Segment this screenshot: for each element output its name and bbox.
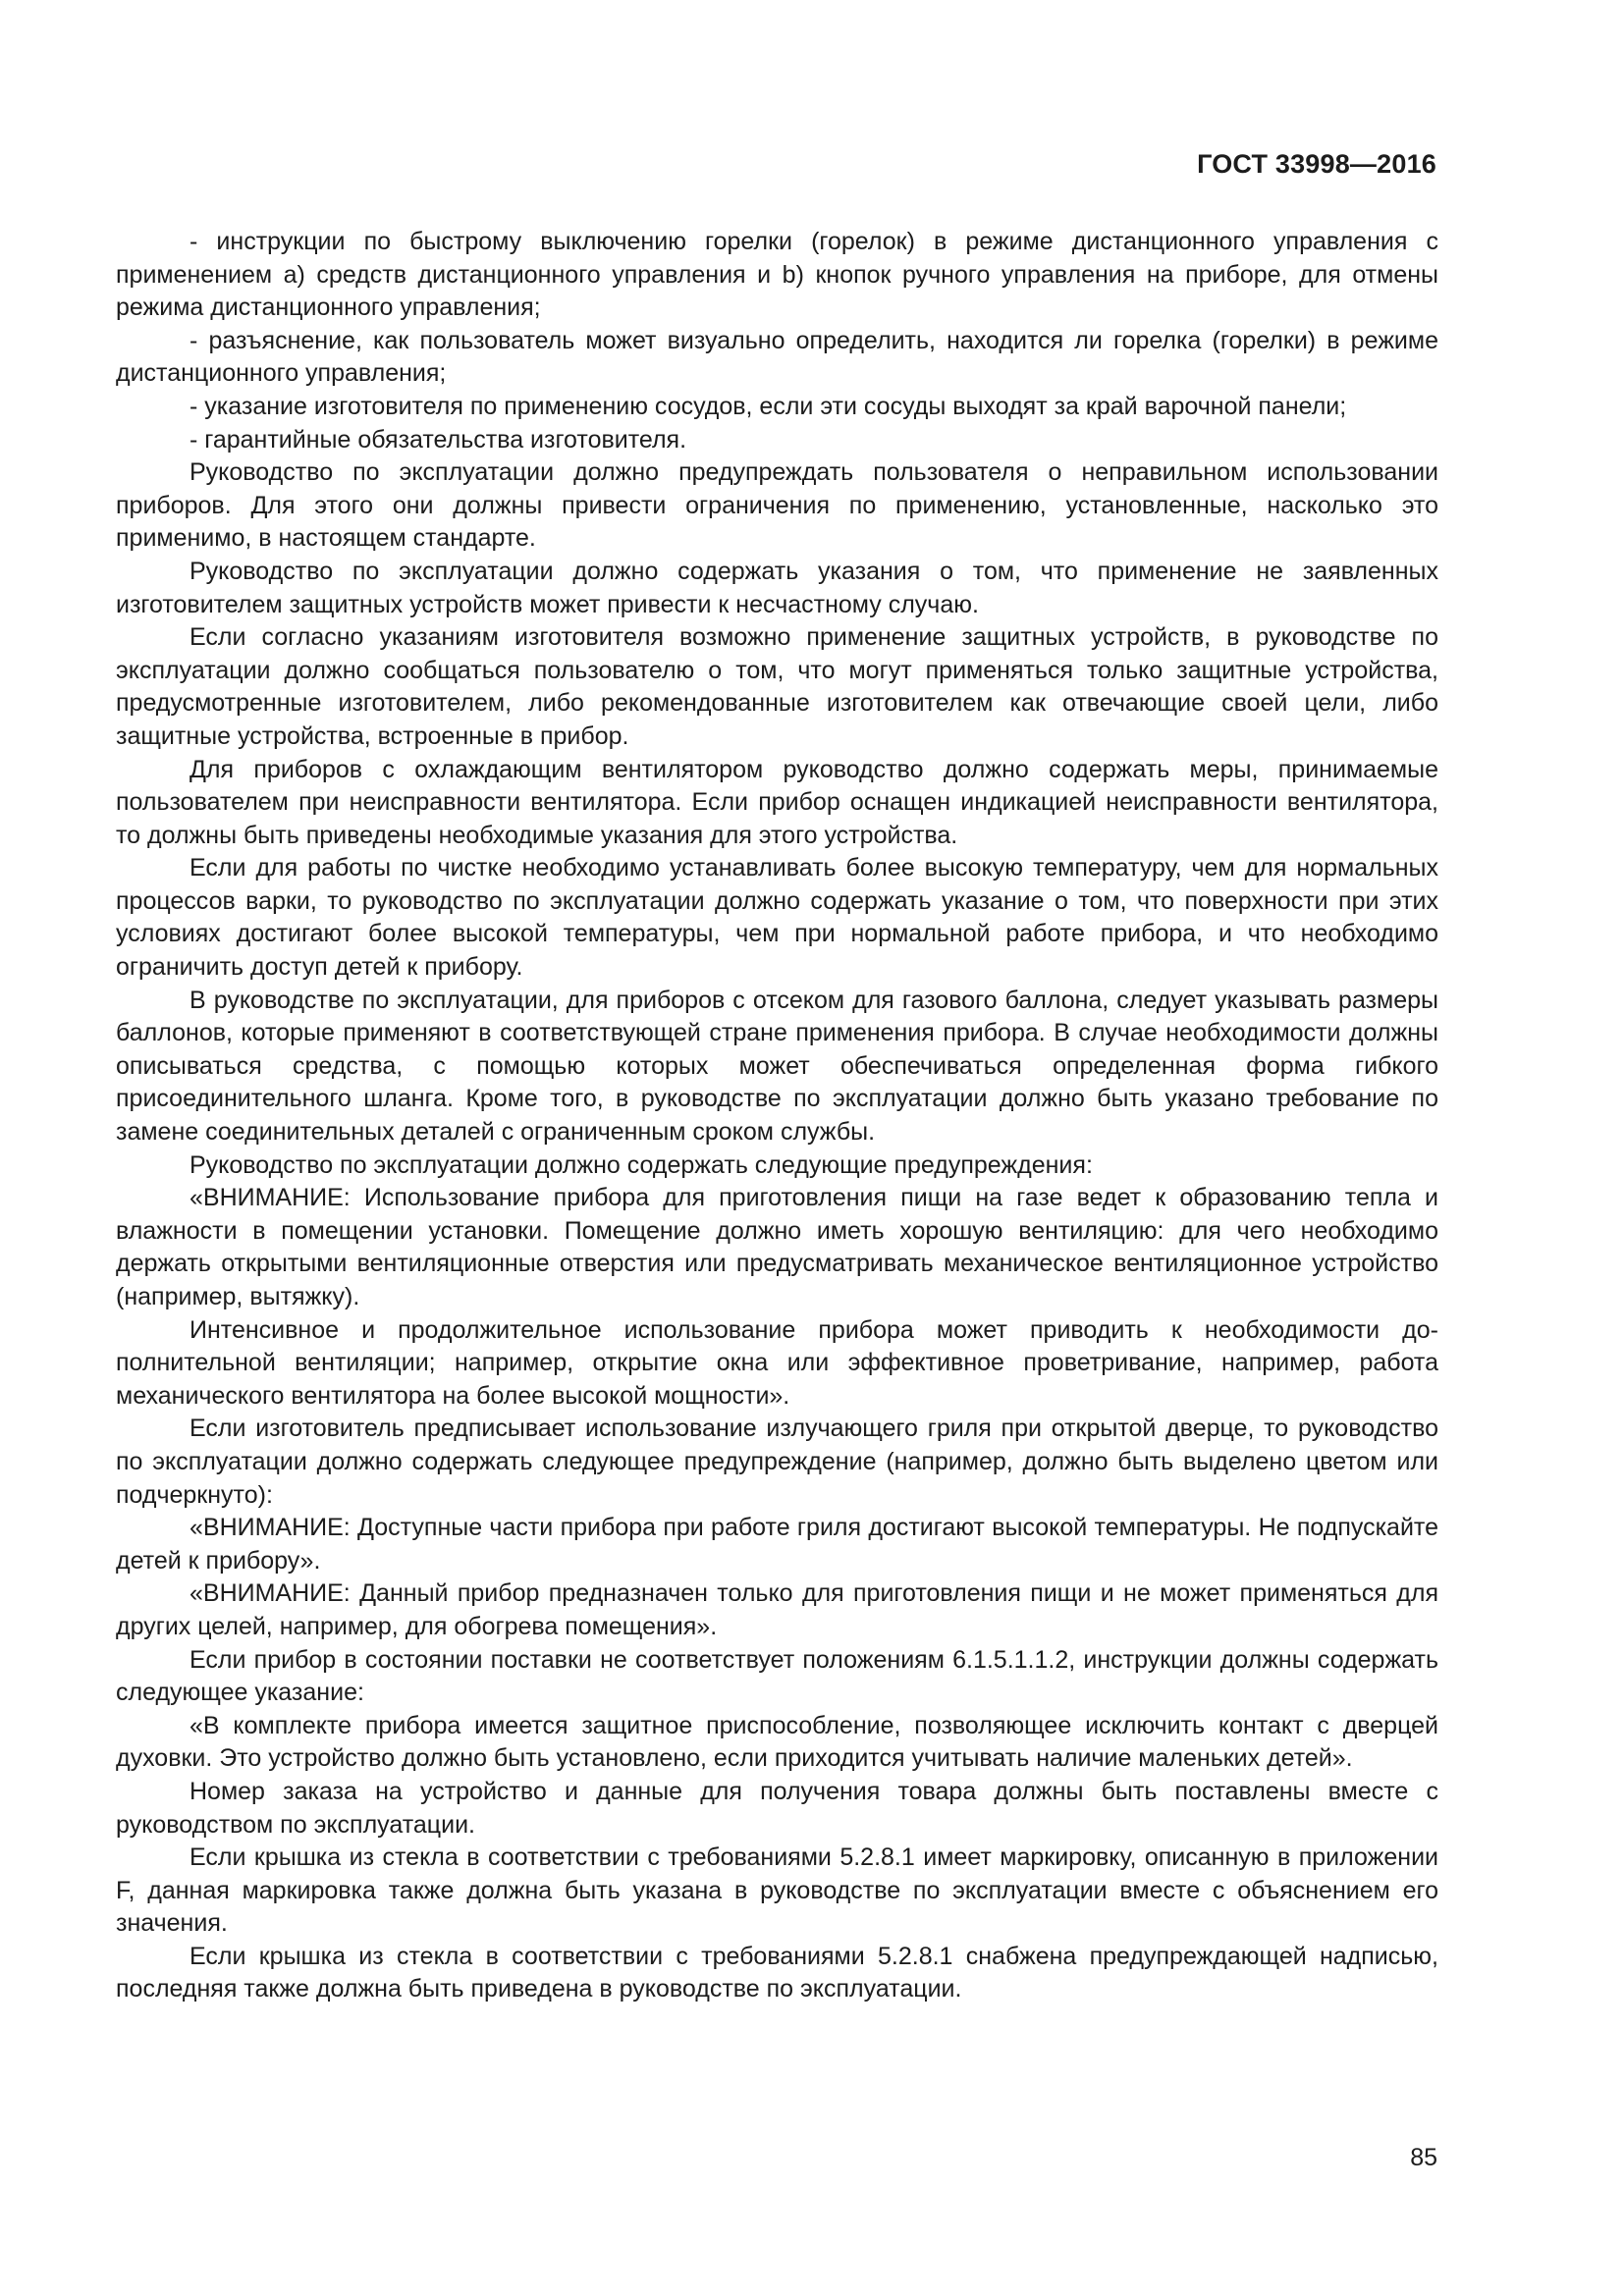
paragraph: Если прибор в состоянии поставки не соответствует положениям 6.1.5.1.1.2, инструкции должны содержать следующее указание: bbox=[116, 1645, 1438, 1707]
paragraph: Руководство по эксплуатации должно предупреждать пользователя о неправильном использовании приборов. Для этого они должны привести ограничения по применению, установленные, насколько это применимо, в настоящем стандарте. bbox=[116, 458, 1438, 553]
paragraph: Если согласно указаниям изготовителя возможно применение защитных устройств, в руководстве по эксплуатации должно сообщаться пользователю о том, что могут применяться только защитные устройства, предусмотренные изготовителем, либо рекомендованные изготовителем как отвечающие своей цели, либо защитные устройства, встроенные в прибор. bbox=[116, 623, 1438, 750]
paragraph: Руководство по эксплуатации должно содержать следующие предупреждения: bbox=[189, 1150, 1093, 1179]
paragraph: Руководство по эксплуатации должно содержать указания о том, что применение не заявленных изготовителем защитных устройств может привести к несчастному случаю. bbox=[116, 557, 1438, 618]
paragraph: Номер заказа на устройство и данные для получения товара должны быть поставлены вместе с руководством по эксплуатации. bbox=[116, 1777, 1438, 1839]
page-number: 85 bbox=[1410, 2144, 1437, 2171]
paragraph: Если крышка из стекла в соответствии с требованиями 5.2.8.1 снабжена предупреждающей надписью, последняя также должна быть приведена в руководстве по эксплуатации. bbox=[116, 1942, 1438, 2003]
paragraph: Интенсивное и продолжительное использование прибора может приводить к необходимости дополнительной вентиляции; например, открытие окна или эффективное проветривание, например, работа механического вентилятора на более высокой мощности». bbox=[116, 1315, 1438, 1410]
paragraph: Для приборов с охлаждающим вентилятором руководство должно содержать меры, принимаемые пользователем при неисправности вентилятора. Если прибор оснащен индикацией неисправности вентилятора, то должны быть приведены необходимые указания для этого устройства. bbox=[116, 755, 1438, 849]
paragraph: - указание изготовителя по применению сосудов, если эти сосуды выходят за край варочной панели; bbox=[189, 392, 1347, 420]
paragraph: «ВНИМАНИЕ: Доступные части прибора при работе гриля достигают высокой температуры. Не подпускайте детей к прибору». bbox=[116, 1514, 1438, 1575]
paragraph: - гарантийные обязательства изготовителя. bbox=[189, 425, 687, 454]
paragraph: «В комплекте прибора имеется защитное приспособление, позволяющее исключить контакт с дверцей духовки. Это устройство должно быть установлено, если приходится учитывать наличие маленьких детей». bbox=[116, 1711, 1438, 1773]
paragraph: - разъяснение, как пользователь может визуально определить, находится ли горелка (горелки) в режиме дистанционного управления; bbox=[116, 326, 1438, 388]
paragraph: Если изготовитель предписывает использование излучающего гриля при открытой дверце, то руководство по эксплуатации должно содержать следующее предупреждение (например, должно быть выделено цветом или подчеркнуто): bbox=[116, 1415, 1438, 1509]
document-body bbox=[116, 226, 1438, 2006]
paragraph: «ВНИМАНИЕ: Данный прибор предназначен только для приготовления пищи и не может применяться для других целей, например, для обогрева помещения». bbox=[116, 1579, 1438, 1640]
paragraph: «ВНИМАНИЕ: Использование прибора для приготовления пищи на газе ведет к образованию тепла и влажности в помещении установки. Помещение должно иметь хорошую вентиляцию: для чего необходимо держать открытыми вентиляционные отверстия или предусматривать механическое вентиляционное устройство (например, вытяжку). bbox=[116, 1184, 1438, 1310]
document-header: ГОСТ 33998—2016 bbox=[1197, 149, 1436, 179]
paragraph: Если крышка из стекла в соответствии с требованиями 5.2.8.1 имеет маркировку, описанную в приложении F, данная маркировка также должна быть указана в руководстве по эксплуатации вместе с объяснением его значения. bbox=[116, 1843, 1438, 1938]
paragraph: Если для работы по чистке необходимо устанавливать более высокую температуру, чем для нормальных процессов варки, то руководство по эксплуатации должно содержать указание о том, что поверхности при этих условиях достигают более высокой температуры, чем при нормальной работе прибора, и что необходимо ограничить доступ детей к прибору. bbox=[116, 854, 1438, 982]
paragraph: - инструкции по быстрому выключению горелки (горелок) в режиме дистанционного управления с применением a) средств дистанционного управления и b) кнопок ручного управления на приборе, для отмены режима дистанционного управления; bbox=[116, 228, 1438, 322]
paragraph: В руководстве по эксплуатации, для приборов с отсеком для газового баллона, следует указывать размеры баллонов, которые применяют в соответствующей стране применения прибора. В случае необходимости должны описываться средства, с помощью которых может обеспечиваться определенная форма гибкого присоединительного шланга. Кроме того, в руководстве по эксплуатации должно быть указано требование по замене соединительных деталей с ограниченным сроком службы. bbox=[116, 986, 1438, 1147]
